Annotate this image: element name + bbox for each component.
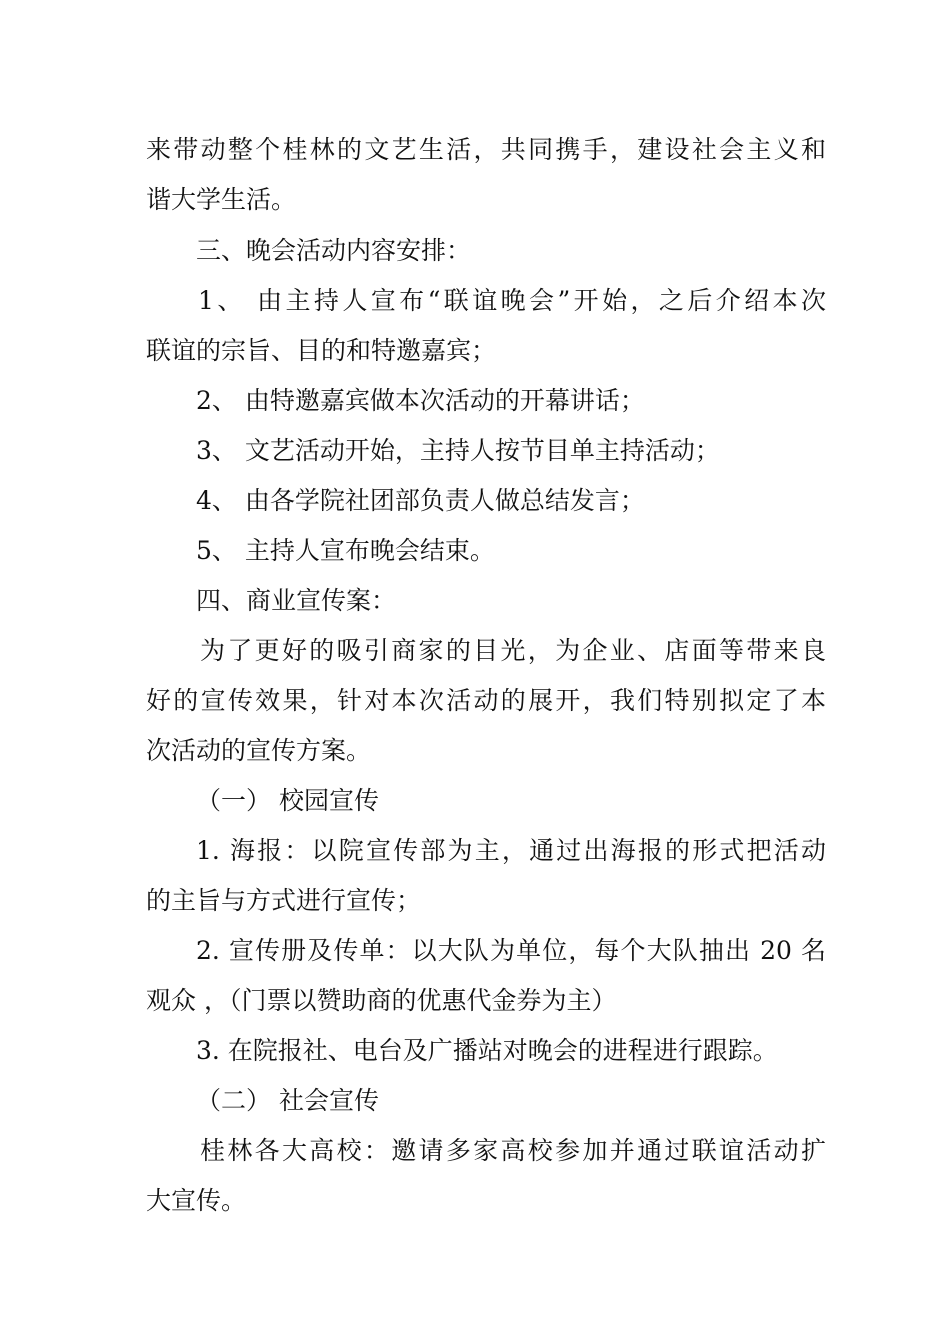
- section-heading: 四、商业宣传案：: [196, 586, 397, 615]
- text-line: 的主旨与方式进行宣传；: [146, 886, 422, 915]
- list-item: 1、 由主持人宣布“联谊晚会”开始，之后介绍本次: [198, 286, 826, 315]
- list-item: 3. 在院报社、电台及广播站对晚会的进程进行跟踪。: [196, 1036, 778, 1065]
- list-item: 5、 主持人宣布晚会结束。: [196, 536, 495, 565]
- text-line: 好的宣传效果，针对本次活动的展开，我们特别拟定了本: [146, 686, 826, 715]
- text-line: 次活动的宣传方案。: [146, 736, 372, 765]
- text-line: 大宣传。: [146, 1186, 247, 1215]
- text-line: 联谊的宗旨、目的和特邀嘉宾；: [146, 336, 497, 365]
- section-heading: 三、晚会活动内容安排：: [196, 236, 472, 265]
- text-line: 为了更好的吸引商家的目光，为企业、店面等带来良: [200, 636, 826, 665]
- text-line: 来带动整个桂林的文艺生活，共同携手，建设社会主义和: [146, 135, 826, 164]
- list-item: 3、 文艺活动开始，主持人按节目单主持活动；: [196, 436, 720, 465]
- list-item: 1. 海报：以院宣传部为主，通过出海报的形式把活动: [196, 836, 826, 865]
- list-item: 4、 由各学院社团部负责人做总结发言；: [196, 486, 645, 515]
- list-item: 2、 由特邀嘉宾做本次活动的开幕讲话；: [196, 386, 645, 415]
- text-line: 桂林各大高校：邀请多家高校参加并通过联谊活动扩: [200, 1136, 826, 1165]
- subsection-heading: （一） 校园宣传: [196, 786, 379, 815]
- subsection-heading: （二） 社会宣传: [196, 1086, 379, 1115]
- list-item: 2. 宣传册及传单：以大队为单位，每个大队抽出 20 名: [196, 936, 826, 965]
- text-line: 观众 ，（门票以赞助商的优惠代金券为主）: [146, 986, 617, 1015]
- text-line: 谐大学生活。: [146, 185, 297, 214]
